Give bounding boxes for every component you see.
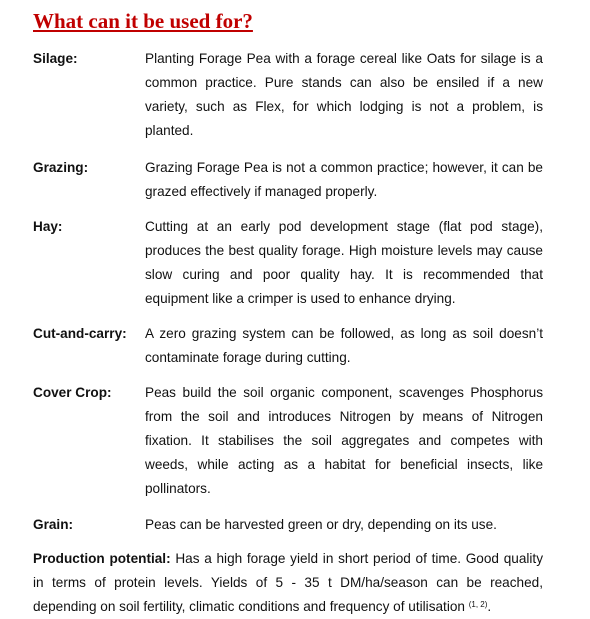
use-term: Grain:: [33, 517, 74, 532]
use-item-grazing: [33, 156, 543, 204]
use-item-hay: [33, 215, 543, 311]
production-end: .: [487, 599, 492, 614]
use-item-cover-crop: [33, 381, 543, 501]
use-term: Silage:: [33, 51, 78, 66]
production-paragraph: [33, 547, 543, 619]
reference-citation: (1, 2): [468, 600, 488, 609]
use-item-grain: [33, 513, 543, 537]
use-term: Cut-and-carry:: [33, 326, 127, 341]
use-term: Cover Crop:: [33, 385, 112, 400]
use-term: Grazing:: [33, 160, 89, 175]
use-item-silage: [33, 47, 543, 143]
use-description: Peas build the soil organic component, scavenges Phosphorus from the soil and introduces Nitrogen by means of Nitrogen fixation. It stabilises the soil aggregates and competes with weeds, while acting as a habitat for beneficial insects, like pollinators.: [145, 385, 543, 496]
use-term: Hay:: [33, 219, 63, 234]
use-description: Cutting at an early pod development stage (flat pod stage), produces the best quality forage. High moisture levels may cause slow curing and poor quality hay. It is recommended that equipment like a crimper is used to enhance drying.: [145, 219, 543, 306]
section-heading: What can it be used for?: [33, 9, 253, 33]
use-description: Planting Forage Pea with a forage cereal like Oats for silage is a common practice. Pure stands can also be ensiled if a new variety, such as Flex, for which lodging is not a problem, is planted.: [145, 51, 543, 138]
production-label: Production potential:: [33, 551, 171, 566]
production-text: Has a high forage yield in short period of time. Good quality in terms of protein levels. Yields of 5 - 35 t DM/ha/season can be reached, depending on soil fertility, climatic conditions and frequency of utilisation: [33, 551, 543, 614]
use-description: A zero grazing system can be followed, as long as soil doesn’t contaminate forage during cutting.: [145, 326, 543, 365]
use-description: Grazing Forage Pea is not a common practice; however, it can be grazed effectively if managed properly.: [145, 160, 543, 199]
use-item-cut-and-carry: [33, 322, 543, 370]
document-page: [33, 8, 543, 619]
use-description: Peas can be harvested green or dry, depending on its use.: [145, 517, 497, 532]
